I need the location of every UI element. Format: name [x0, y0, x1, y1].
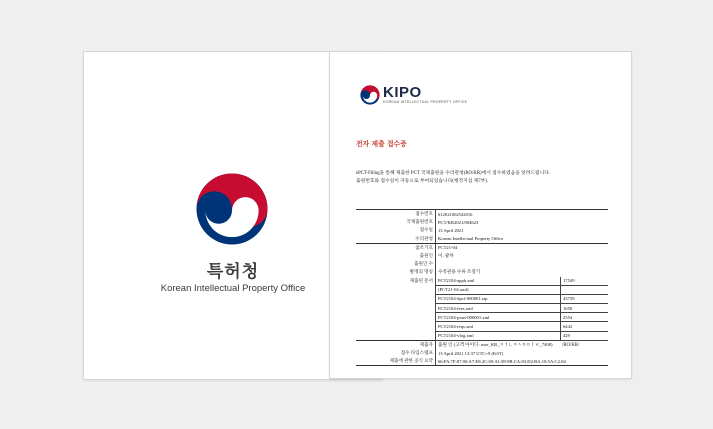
file-name: PCT2104-fees.xml [436, 304, 561, 313]
file-size: 17549 [561, 277, 609, 286]
row-value: PCT/KR2021/004623 [436, 218, 609, 226]
kipo-logo-icon [360, 85, 380, 105]
file-row [356, 322, 608, 331]
row-label [356, 294, 436, 303]
row-label: 출원인 [419, 253, 433, 259]
file-name: (PCT21-04.xml) [436, 285, 561, 294]
row-label: 접수번호 [356, 210, 436, 219]
row-value: 수족관용 수류 조절기 [436, 268, 609, 276]
file-row [356, 304, 608, 313]
row-value: 출원 인 (고객 아이디: user_KR_ㅈㅓㄴㅈㅅㅇㅇㅣㄹ_7408) [436, 340, 609, 349]
receiving-office-footer: /RO/KR/ [562, 343, 580, 348]
row-label: 참조기호 [356, 243, 436, 252]
table-row [356, 268, 608, 276]
receipt-page [330, 52, 631, 378]
kipo-subtitle: KOREAN INTELLECTUAL PROPERTY OFFICE [383, 100, 468, 104]
row-label [356, 322, 436, 331]
file-name: PCT2104-reqs.xml [436, 322, 561, 331]
file-size: 1650 [561, 304, 609, 313]
row-label: 출원인 수 [414, 261, 433, 267]
table-row [356, 210, 608, 219]
file-row [356, 285, 608, 294]
taegeuk-logo-icon [195, 172, 269, 246]
file-name: PCT2104-appb.xml [436, 277, 561, 286]
intro-line-2: 출원번호와 접수일이 자동으로 부여되었습니다(행정지침 제7부). [356, 179, 489, 184]
table-row [356, 226, 608, 234]
row-label [356, 313, 436, 322]
table-row [356, 357, 608, 366]
row-label: 수리관청 [356, 235, 436, 244]
row-label: 발명의 명칭 [409, 269, 433, 275]
row-value: PCT21-04 [436, 243, 609, 252]
file-name: PCT2104-dpcf-000001.zip [436, 294, 561, 303]
row-label: 접수 타임스탬프 [400, 350, 433, 356]
row-value: 66:FA:7F:87:90:A7:E8:2C:69:A1:89:9B:CA:83:D2:BA:18:5A:C2:84 [436, 357, 609, 366]
row-label: 제출자 [356, 340, 436, 349]
file-size: 6442 [561, 322, 609, 331]
file-row [356, 313, 608, 322]
table-row [356, 218, 608, 226]
row-label [356, 304, 436, 313]
file-row [356, 331, 608, 340]
file-size: 43739 [561, 294, 609, 303]
row-label [356, 331, 436, 340]
row-label: 제출에 관한 공식 요약 [356, 357, 436, 366]
table-row [356, 260, 608, 268]
row-value: 이, 광차 [436, 252, 609, 260]
file-name: PCT2104-vlog.xml [436, 331, 561, 340]
row-label: 제출된 문서 [409, 277, 433, 283]
file-size [561, 285, 609, 294]
cover-title: 특허청 [206, 262, 260, 282]
table-row [356, 252, 608, 260]
row-label: 국제출원번호 [406, 219, 433, 225]
table-row [356, 243, 608, 252]
row-value: 612021002542016 [436, 210, 609, 219]
row-value: 13 April 2021 13:37 UTC+9 (KST) [436, 349, 609, 357]
table-row [356, 235, 608, 244]
row-value: Korean Intellectual Property Office [436, 235, 609, 244]
table-row [356, 349, 608, 357]
kipo-name: KIPO [383, 84, 422, 101]
row-label: 접수일 [419, 227, 433, 233]
file-size: 429 [561, 331, 609, 340]
file-row [356, 277, 608, 286]
file-name: PCT2104-pous-000001.xml [436, 313, 561, 322]
file-row [356, 294, 608, 303]
row-label [356, 285, 436, 294]
intro-text [356, 170, 606, 186]
cover-subtitle: Korean Intellectual Property Office [160, 283, 306, 294]
file-size: 2554 [561, 313, 609, 322]
row-value [436, 260, 609, 268]
intro-line-1: ePCT-Filing을 통해 제출한 PCT 국제출원을 수리관청(RO/KR)에서 접수하였음을 알려드립니다. [356, 171, 551, 176]
row-value: 13 April 2021 [436, 226, 609, 234]
document-title: 전자 제출 접수증 [356, 140, 407, 148]
